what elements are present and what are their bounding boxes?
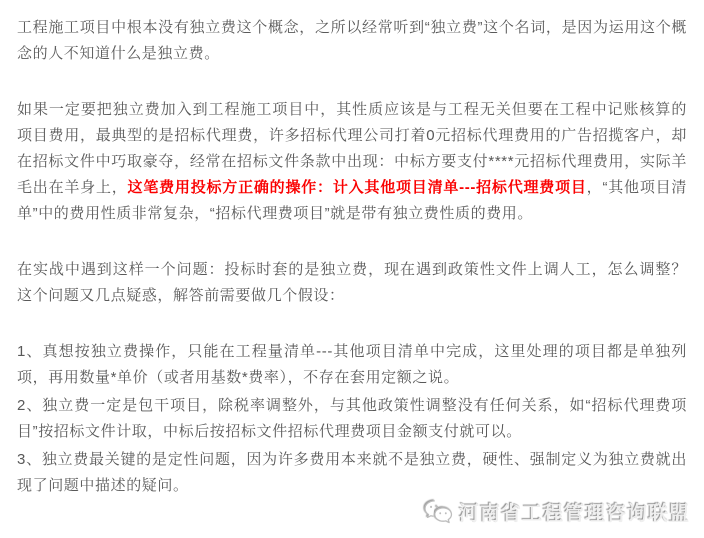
list-item-3: 3、独立费最关键的是定性问题，因为许多费用本来就不是独立费，硬性、强制定义为独立费就出现了问题中描述的疑问。 — [17, 451, 687, 494]
paragraph-question: 在实战中遇到这样一个问题：投标时套的是独立费，现在遇到政策性文件上调人工，怎么调整？这个问题又几点疑惑，解答前需要做几个假设： — [17, 261, 687, 304]
highlighted-text: 这笔费用投标方正确的操作：计入其他项目清单---招标代理费项目 — [127, 179, 587, 196]
watermark — [423, 497, 690, 526]
paragraph-main — [17, 97, 687, 227]
paragraph-text: ，“其他项目清单”中的费用性质非常复杂，“招标代理费项目”就是带有独立费性质的费用。 — [17, 179, 688, 222]
wechat-icon — [423, 499, 453, 525]
watermark-label: 河南省工程管理咨询联盟 — [459, 503, 690, 525]
paragraph-text: 如果一定要把独立费加入到工程施工项目中，其性质应该是与工程无关但要在工程中记账核算的项目费用，最典型的是招标代理费，许多招标代理公司打着0元招标代理费用的广告招揽客户，却在招标文件中巧取豪夺，经常在招标文件条款中出现：中标方要支付****元招标代理费用，实际羊毛出在羊身上， — [17, 101, 687, 196]
list-item-2: 2、独立费一定是包干项目，除税率调整外，与其他政策性调整没有任何关系，如“招标代理费项目”按招标文件计取，中标后按招标文件招标代理费项目金额支付就可以。 — [17, 397, 687, 440]
list-item-1: 1、真想按独立费操作，只能在工程量清单---其他项目清单中完成，这里处理的项目都是单独列项，再用数量*单价（或者用基数*费率），不存在套用定额之说。 — [17, 343, 687, 386]
paragraph-intro: 工程施工项目中根本没有独立费这个概念，之所以经常听到“独立费”这个名词，是因为运用这个概念的人不知道什么是独立费。 — [17, 19, 687, 62]
